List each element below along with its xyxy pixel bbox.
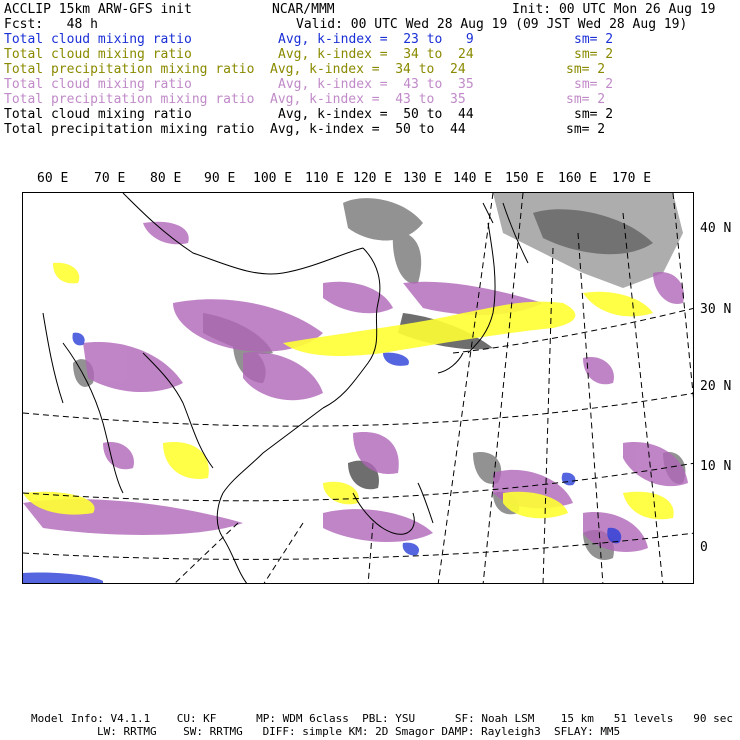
lon-label: 170 E	[612, 171, 652, 186]
lon-label: 160 E	[558, 171, 598, 186]
field-name: Total cloud mixing ratio	[4, 107, 192, 122]
field-name: Total precipitation mixing ratio	[4, 62, 255, 77]
org-label: NCAR/MMM	[272, 2, 335, 17]
field-avg: Avg, k-index = 50 to 44	[278, 107, 474, 122]
field-name: Total cloud mixing ratio	[4, 32, 192, 47]
map-canvas	[23, 193, 694, 584]
lon-label: 140 E	[453, 171, 493, 186]
lat-label: 40 N	[700, 221, 732, 236]
init-time: Init: 00 UTC Mon 26 Aug 19	[512, 2, 716, 17]
lat-label: 20 N	[700, 379, 732, 394]
lon-label: 110 E	[305, 171, 345, 186]
lon-label: 120 E	[353, 171, 393, 186]
model-title: ACCLIP 15km ARW-GFS init	[4, 2, 192, 17]
field-name: Total precipitation mixing ratio	[4, 92, 255, 107]
lon-label: 130 E	[403, 171, 443, 186]
field-sm: sm= 2	[566, 92, 606, 107]
field-avg: Avg, k-index = 43 to 35	[270, 92, 466, 107]
field-avg: Avg, k-index = 50 to 44	[270, 122, 466, 137]
field-avg: Avg, k-index = 43 to 35	[278, 77, 474, 92]
lon-label: 150 E	[505, 171, 545, 186]
lon-label: 80 E	[150, 171, 182, 186]
field-name: Total cloud mixing ratio	[4, 77, 192, 92]
field-sm: sm= 2	[566, 122, 606, 137]
forecast-hour: Fcst: 48 h	[4, 17, 98, 32]
lon-label: 60 E	[37, 171, 69, 186]
lon-label: 70 E	[94, 171, 126, 186]
field-sm: sm= 2	[566, 62, 606, 77]
lat-label: 10 N	[700, 459, 732, 474]
lon-label: 100 E	[253, 171, 293, 186]
field-sm: sm= 2	[574, 107, 614, 122]
field-avg: Avg, k-index = 34 to 24	[270, 62, 466, 77]
field-sm: sm= 2	[574, 77, 614, 92]
valid-time: Valid: 00 UTC Wed 28 Aug 19 (09 JST Wed 28 Aug 19)	[296, 17, 688, 32]
field-name: Total precipitation mixing ratio	[4, 122, 255, 137]
field-sm: sm= 2	[574, 47, 614, 62]
field-avg: Avg, k-index = 23 to 9	[278, 32, 474, 47]
model-info-line2: LW: RRTMG SW: RRTMG DIFF: simple KM: 2D Smagor DAMP: Rayleigh3 SFLAY: MM5	[97, 725, 621, 738]
lat-label: 30 N	[700, 302, 732, 317]
field-sm: sm= 2	[574, 32, 614, 47]
model-info-line1: Model Info: V4.1.1 CU: KF MP: WDM 6class PBL: YSU SF: Noah LSM 15 km 51 levels 90 sec	[31, 712, 733, 725]
lat-label: 0	[700, 540, 708, 555]
field-name: Total cloud mixing ratio	[4, 47, 192, 62]
map-panel	[22, 192, 694, 584]
field-avg: Avg, k-index = 34 to 24	[278, 47, 474, 62]
lon-label: 90 E	[204, 171, 236, 186]
